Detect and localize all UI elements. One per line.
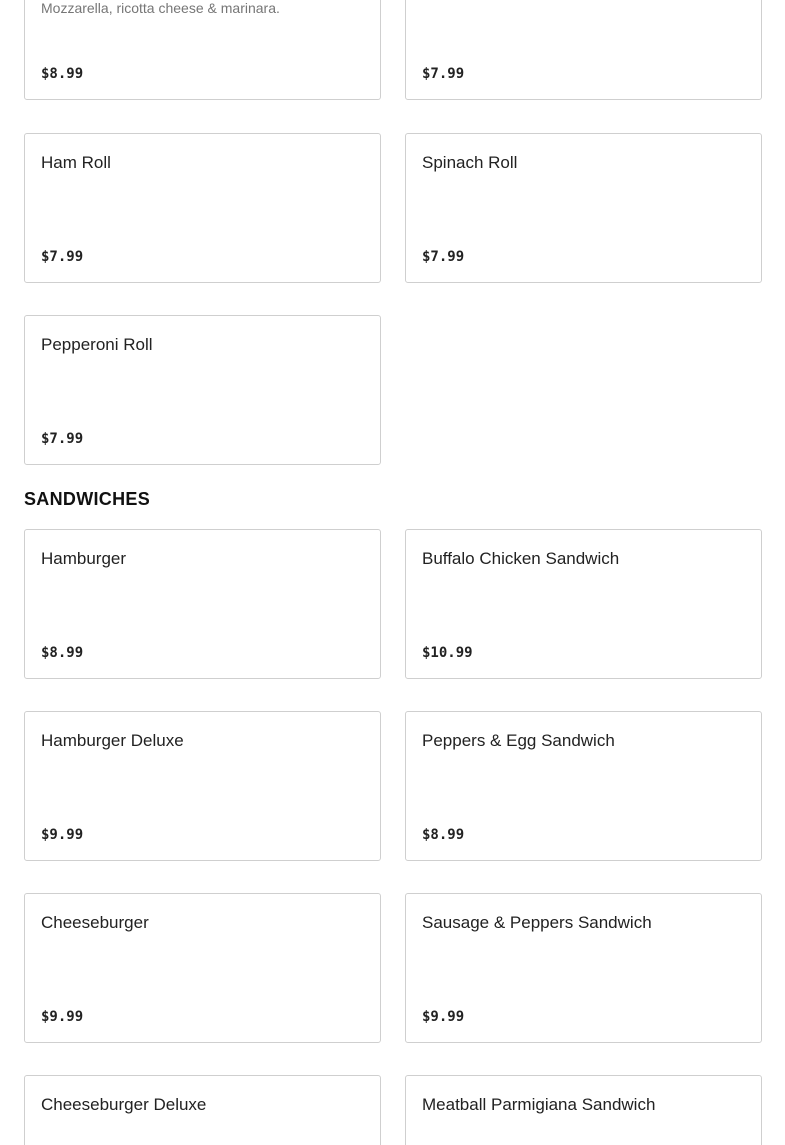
menu-item-card[interactable] — [24, 1075, 381, 1145]
menu-item-name: Cheeseburger — [41, 913, 149, 932]
menu-item-price: $9.99 — [41, 1009, 84, 1025]
menu-item-card[interactable] — [405, 893, 762, 1043]
menu-item-name: Spinach Roll — [422, 153, 518, 172]
menu-item-card[interactable] — [405, 133, 762, 283]
menu-item-price: $8.99 — [422, 827, 465, 843]
menu-item-card[interactable] — [24, 711, 381, 861]
menu-item-card[interactable] — [24, 893, 381, 1043]
menu-item-price: $7.99 — [422, 249, 465, 265]
menu-item-card[interactable] — [24, 529, 381, 679]
menu-item-name: Pepperoni Roll — [41, 335, 153, 354]
menu-item-card[interactable] — [405, 0, 762, 100]
menu-item-name: Meatball Parmigiana Sandwich — [422, 1095, 656, 1114]
menu-item-price: $8.99 — [41, 66, 84, 82]
menu-item-card[interactable] — [405, 529, 762, 679]
menu-item-price: $7.99 — [422, 66, 465, 82]
menu-item-price: $9.99 — [41, 827, 84, 843]
menu-item-name: Hamburger Deluxe — [41, 731, 184, 750]
menu-item-name: Buffalo Chicken Sandwich — [422, 549, 620, 568]
menu-item-price: $8.99 — [41, 645, 84, 661]
menu-item-price: $7.99 — [41, 431, 84, 447]
menu-item-card[interactable] — [405, 1075, 762, 1145]
menu-item-name: Ham Roll — [41, 153, 111, 172]
menu-item-name: Sausage & Peppers Sandwich — [422, 913, 652, 932]
menu-item-description: Mozzarella, ricotta cheese & marinara. — [41, 0, 280, 16]
menu-item-price: $9.99 — [422, 1009, 465, 1025]
menu-item-name: Peppers & Egg Sandwich — [422, 731, 615, 750]
menu-item-name: Hamburger — [41, 549, 127, 568]
section-title-sandwiches: SANDWICHES — [24, 489, 151, 509]
menu-item-card[interactable] — [24, 0, 381, 100]
menu-item-card[interactable] — [24, 315, 381, 465]
menu-item-price: $7.99 — [41, 249, 84, 265]
menu-item-card[interactable] — [24, 133, 381, 283]
menu-item-price: $10.99 — [422, 645, 473, 661]
menu-item-name: Cheeseburger Deluxe — [41, 1095, 207, 1114]
menu-item-card[interactable] — [405, 711, 762, 861]
